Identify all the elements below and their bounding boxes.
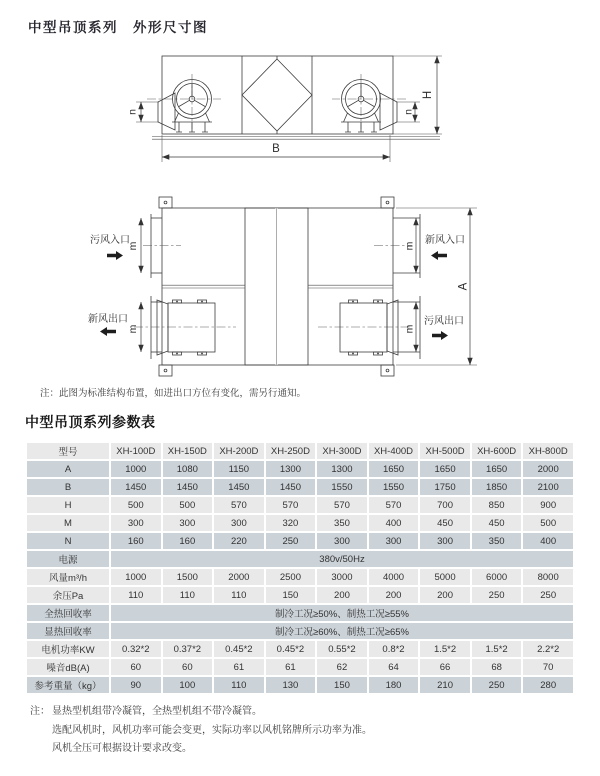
- cell-value: 180: [369, 677, 419, 693]
- duct-cone-right-front: [380, 93, 397, 130]
- cell-value: 1650: [420, 461, 470, 477]
- flow-arrow-right-icon: [107, 251, 123, 260]
- footnote-line: 风机全压可根据设计要求改变。: [52, 743, 192, 754]
- cell-value: 130: [266, 677, 316, 693]
- cell-value: 1000: [111, 569, 161, 585]
- flow-arrow-left-icon: [431, 251, 447, 260]
- page-title: 中型吊顶系列 外形尺寸图: [28, 20, 208, 35]
- cell-value: 250: [472, 677, 522, 693]
- cell-value: 100: [163, 677, 213, 693]
- cell-value: 62: [317, 659, 367, 675]
- cell-value: 2000: [214, 569, 264, 585]
- col-header: XH-250D: [266, 443, 316, 459]
- cell-value: 1650: [369, 461, 419, 477]
- cell-value: 500: [163, 497, 213, 513]
- cell-value: 1080: [163, 461, 213, 477]
- col-header: XH-400D: [369, 443, 419, 459]
- row-span-value: 制冷工况≥50%、制热工况≥55%: [111, 605, 573, 621]
- row-span-value: 制冷工况≥60%、制热工况≥65%: [111, 623, 573, 639]
- row-label: H: [27, 497, 109, 513]
- row-label: 电源: [27, 551, 109, 567]
- table-header: [27, 443, 573, 459]
- table-row: [27, 623, 573, 639]
- cell-value: 0.32*2: [111, 641, 161, 657]
- cell-value: 64: [369, 659, 419, 675]
- dimension-n-left: [126, 102, 159, 122]
- port-fresh-inlet: [374, 214, 465, 278]
- table-row: [27, 497, 573, 513]
- col-header: XH-300D: [317, 443, 367, 459]
- dimension-a: [396, 208, 477, 365]
- header-row: [27, 443, 573, 459]
- dim-label-n: n: [126, 109, 139, 115]
- col-header: XH-150D: [163, 443, 213, 459]
- cell-value: 200: [369, 587, 419, 603]
- cell-value: 700: [420, 497, 470, 513]
- cell-value: 1300: [266, 461, 316, 477]
- cell-value: 1450: [266, 479, 316, 495]
- flow-arrow-left-icon: [100, 327, 116, 336]
- mounting-tab: [159, 197, 172, 208]
- cell-value: 61: [266, 659, 316, 675]
- cell-value: 300: [111, 515, 161, 531]
- heat-exchanger-band: [245, 208, 308, 365]
- cell-value: 220: [214, 533, 264, 549]
- table-row: [27, 461, 573, 477]
- cell-value: 570: [369, 497, 419, 513]
- cell-value: 450: [420, 515, 470, 531]
- cell-value: 70: [523, 659, 573, 675]
- cell-value: 0.55*2: [317, 641, 367, 657]
- table-title: 中型吊顶系列参数表: [25, 414, 156, 430]
- cell-value: 90: [111, 677, 161, 693]
- col-header: XH-100D: [111, 443, 161, 459]
- cell-value: 110: [163, 587, 213, 603]
- dimension-n-right: [396, 102, 420, 122]
- cell-value: 1450: [111, 479, 161, 495]
- heat-exchanger-diamond: [242, 56, 312, 134]
- table-row: [27, 605, 573, 621]
- table-row: [27, 515, 573, 531]
- fan-right-plan: [340, 300, 387, 355]
- cell-value: 150: [266, 587, 316, 603]
- cell-value: 110: [214, 677, 264, 693]
- cell-value: 400: [523, 533, 573, 549]
- row-label: 电机功率KW: [27, 641, 109, 657]
- cell-value: 0.8*2: [369, 641, 419, 657]
- row-label: 余压Pa: [27, 587, 109, 603]
- cell-value: 400: [369, 515, 419, 531]
- duct-cone-left-plan: [157, 300, 168, 355]
- cell-value: 0.45*2: [266, 641, 316, 657]
- cell-value: 110: [214, 587, 264, 603]
- fan-left-plan: [168, 300, 215, 355]
- row-label: M: [27, 515, 109, 531]
- cell-value: 500: [523, 515, 573, 531]
- diagram-note-text: 注：此图为标准结构布置，如进出口方位有变化，需另行通知。: [40, 388, 307, 399]
- cell-value: 1300: [317, 461, 367, 477]
- cell-value: 1550: [317, 479, 367, 495]
- table-row: [27, 479, 573, 495]
- col-header: XH-500D: [420, 443, 470, 459]
- table-row: [27, 659, 573, 675]
- mounting-tab: [381, 365, 394, 376]
- cell-value: 900: [523, 497, 573, 513]
- cell-value: 250: [523, 587, 573, 603]
- table-row: [27, 677, 573, 693]
- table-row: [27, 587, 573, 603]
- duct-cone-right-plan: [387, 300, 398, 355]
- cell-value: 2100: [523, 479, 573, 495]
- cell-value: 350: [317, 515, 367, 531]
- plan-view-drawing: [88, 197, 477, 376]
- row-span-value: 380v/50Hz: [111, 551, 573, 567]
- dim-label-m: m: [126, 324, 139, 334]
- table-body: [27, 461, 573, 693]
- row-label: B: [27, 479, 109, 495]
- cell-value: 1550: [369, 479, 419, 495]
- cell-value: 5000: [420, 569, 470, 585]
- front-view-drawing: [126, 56, 442, 162]
- cell-value: 2000: [523, 461, 573, 477]
- row-label: 风量m³/h: [27, 569, 109, 585]
- footnote-prefix: 注：: [30, 706, 50, 717]
- dim-label-a: A: [457, 282, 470, 291]
- cell-value: 1500: [163, 569, 213, 585]
- cell-value: 1.5*2: [472, 641, 522, 657]
- cell-value: 1000: [111, 461, 161, 477]
- cell-value: 570: [317, 497, 367, 513]
- dimension-h: [393, 56, 442, 134]
- table-row: [27, 551, 573, 567]
- port-label-dirty-inlet: 污风入口: [90, 235, 130, 246]
- cell-value: 1750: [420, 479, 470, 495]
- cell-value: 1850: [472, 479, 522, 495]
- cell-value: 1450: [214, 479, 264, 495]
- footnote-line: 选配风机时，风机功率可能会变更，实际功率以风机铭牌所示功率为准。: [52, 724, 372, 736]
- parameters-table: [25, 441, 575, 695]
- cell-value: 2.2*2: [523, 641, 573, 657]
- row-label: 噪音dB(A): [27, 659, 109, 675]
- cell-value: 350: [472, 533, 522, 549]
- cell-value: 68: [472, 659, 522, 675]
- cell-value: 300: [420, 533, 470, 549]
- cell-value: 0.45*2: [214, 641, 264, 657]
- cell-value: 61: [214, 659, 264, 675]
- cell-value: 160: [111, 533, 161, 549]
- footnotes: [30, 703, 372, 759]
- cell-value: 320: [266, 515, 316, 531]
- port-dirty-inlet: [90, 214, 181, 278]
- cell-value: 250: [266, 533, 316, 549]
- cell-value: 300: [163, 515, 213, 531]
- cell-value: 60: [111, 659, 161, 675]
- cell-value: 160: [163, 533, 213, 549]
- cell-value: 280: [523, 677, 573, 693]
- cell-value: 1650: [472, 461, 522, 477]
- cell-value: 110: [111, 587, 161, 603]
- footnote-lines: [52, 703, 372, 759]
- cell-value: 300: [369, 533, 419, 549]
- table-row: [27, 641, 573, 657]
- cell-value: 1150: [214, 461, 264, 477]
- cell-value: 6000: [472, 569, 522, 585]
- dim-label-h: H: [422, 90, 435, 100]
- col-header: XH-600D: [472, 443, 522, 459]
- dim-label-n: n: [402, 109, 415, 115]
- port-label-fresh-outlet: 新风出口: [88, 314, 128, 325]
- cell-value: 450: [472, 515, 522, 531]
- cell-value: 1450: [163, 479, 213, 495]
- cell-value: 2500: [266, 569, 316, 585]
- port-label-fresh-inlet: 新风入口: [425, 235, 465, 246]
- cell-value: 4000: [369, 569, 419, 585]
- dimension-diagram: [0, 40, 600, 385]
- footnote-line: 显热型机组带冷凝管，全热型机组不带冷凝管。: [52, 706, 262, 717]
- cell-value: 850: [472, 497, 522, 513]
- col-header: XH-800D: [523, 443, 573, 459]
- dim-label-m: m: [126, 241, 139, 251]
- row-label: 显热回收率: [27, 623, 109, 639]
- cell-value: 66: [420, 659, 470, 675]
- col-header: XH-200D: [214, 443, 264, 459]
- cell-value: 500: [111, 497, 161, 513]
- table-row: [27, 533, 573, 549]
- cell-value: 0.37*2: [163, 641, 213, 657]
- mounting-tab: [159, 365, 172, 376]
- cell-value: 250: [472, 587, 522, 603]
- cell-value: 150: [317, 677, 367, 693]
- cell-value: 8000: [523, 569, 573, 585]
- row-label: 全热回收率: [27, 605, 109, 621]
- dim-label-m: m: [403, 324, 416, 334]
- port-label-dirty-outlet: 污风出口: [424, 316, 464, 327]
- cell-value: 300: [214, 515, 264, 531]
- row-label: 参考重量（kg）: [27, 677, 109, 693]
- table-row: [27, 569, 573, 585]
- cell-value: 570: [214, 497, 264, 513]
- cell-value: 300: [317, 533, 367, 549]
- cell-value: 1.5*2: [420, 641, 470, 657]
- cell-value: 570: [266, 497, 316, 513]
- flow-arrow-right-icon: [432, 331, 448, 340]
- cell-value: 200: [317, 587, 367, 603]
- mounting-tab: [381, 197, 394, 208]
- cell-value: 210: [420, 677, 470, 693]
- cell-value: 3000: [317, 569, 367, 585]
- dim-label-m: m: [403, 241, 416, 251]
- dim-label-b: B: [272, 143, 280, 155]
- diagram-note: [40, 385, 306, 399]
- col-header-model: 型号: [27, 443, 109, 459]
- row-label: A: [27, 461, 109, 477]
- cell-value: 60: [163, 659, 213, 675]
- cell-value: 200: [420, 587, 470, 603]
- row-label: N: [27, 533, 109, 549]
